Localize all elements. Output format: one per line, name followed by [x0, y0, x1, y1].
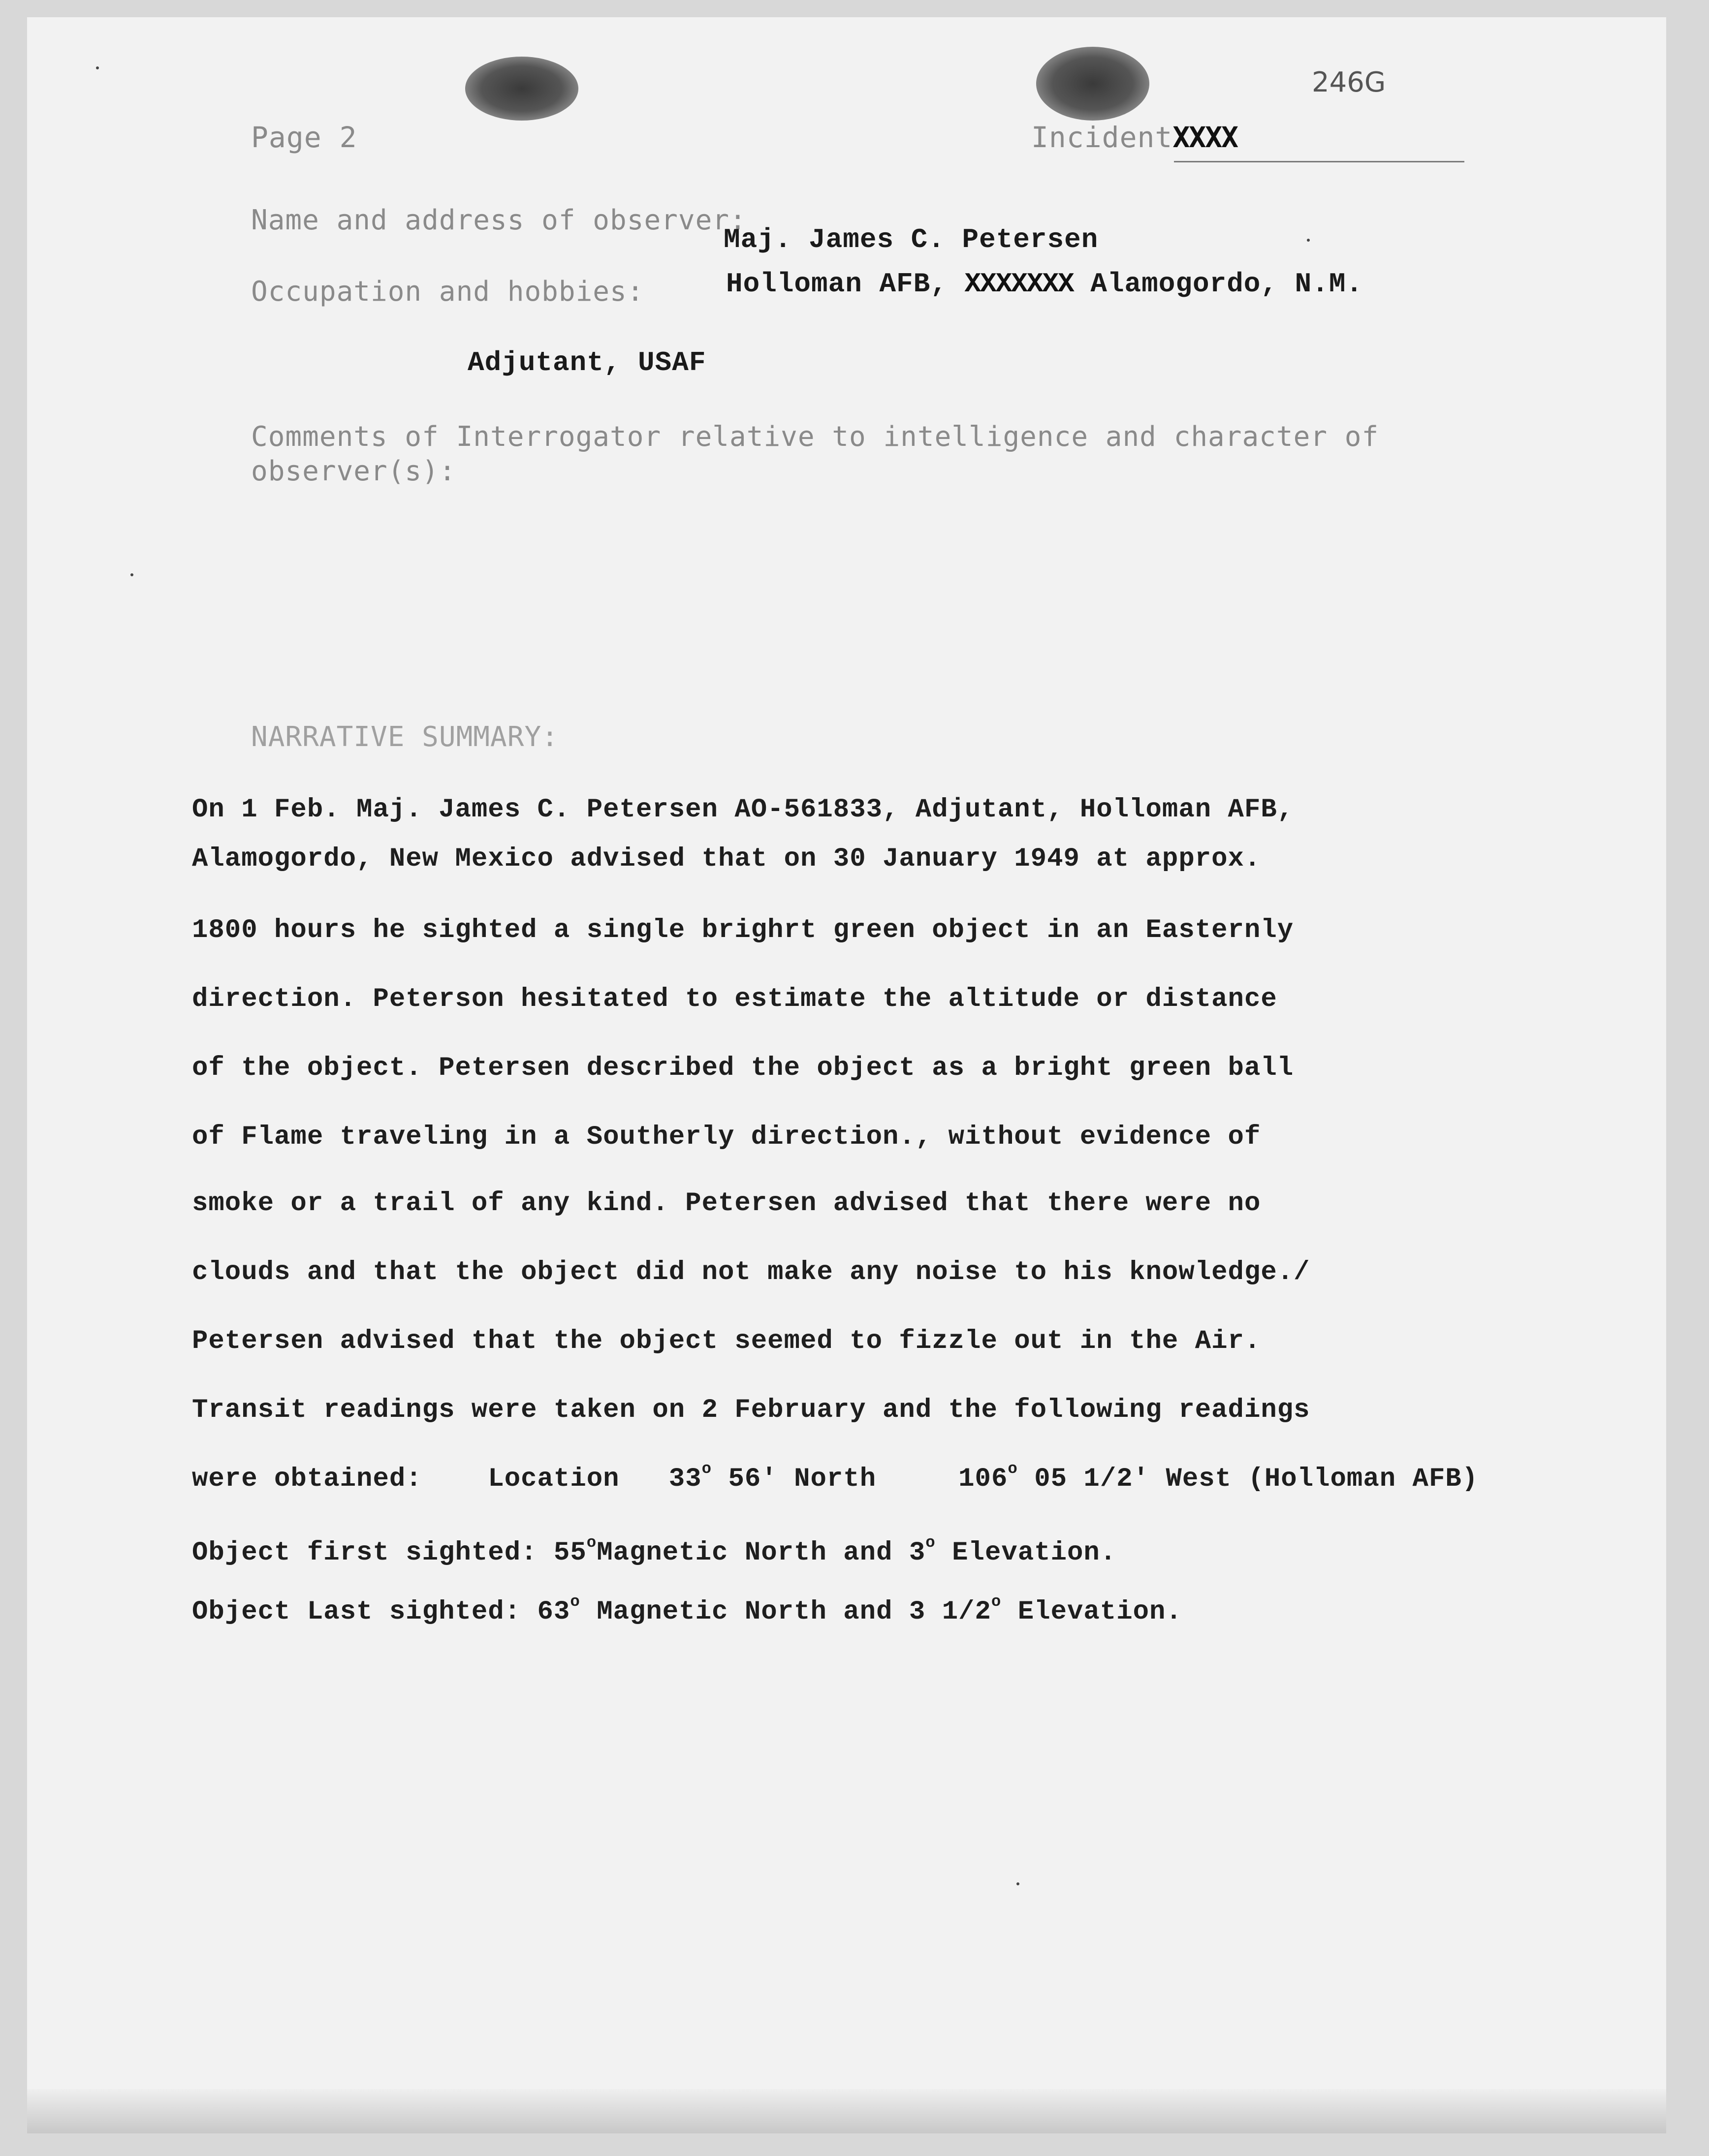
obtained-prefix: were obtained:: [192, 1464, 422, 1494]
last-sighted-deg: 63: [537, 1597, 570, 1627]
name-address-label: Name and address of observer:: [251, 204, 747, 236]
narrative-line-6: of Flame traveling in a Southerly direction., without evidence of: [192, 1122, 1261, 1152]
first-sighted-elev-mark: o: [925, 1533, 936, 1552]
document-page: [27, 17, 1666, 2133]
observer-address: [726, 268, 1363, 300]
comments-label-line2: observer(s):: [251, 455, 456, 487]
first-sighted-end: Elevation.: [952, 1538, 1117, 1568]
location-label: Location: [488, 1464, 620, 1494]
last-sighted-elev-mark: o: [991, 1593, 1002, 1611]
narrative-line-4: direction. Peterson hesitated to estimate the altitude or distance: [192, 984, 1277, 1014]
narrative-line-3: 1800 hours he sighted a single brighrt green object in an Easternly: [192, 915, 1294, 945]
narrative-heading: NARRATIVE SUMMARY:: [251, 721, 559, 753]
incident-overtyped-number: XXXX: [1172, 121, 1238, 154]
page-label: Page 2: [251, 121, 357, 154]
punch-blot-right: [1036, 47, 1149, 121]
narrative-line-5: of the object. Petersen described the object as a bright green ball: [192, 1053, 1294, 1083]
first-sighted-deg-mark: o: [586, 1533, 597, 1552]
address-strikeout: XXXXXXX: [964, 268, 1074, 300]
scan-edge: [27, 2089, 1666, 2133]
narrative-line-7: smoke or a trail of any kind. Petersen advised that there were no: [192, 1188, 1261, 1219]
location-lat-rest: 56' North: [728, 1464, 877, 1494]
file-number: 246G: [1312, 66, 1386, 98]
narrative-line-1: On 1 Feb. Maj. James C. Petersen AO-561833, Adjutant, Holloman AFB,: [192, 795, 1294, 825]
narrative-line-9: Petersen advised that the object seemed to fizzle out in the Air.: [192, 1326, 1261, 1356]
occupation-value: Adjutant, USAF: [468, 347, 706, 378]
punch-blot-left: [465, 57, 578, 121]
location-lon-deg: 106: [958, 1464, 1008, 1494]
address-prefix: Holloman AFB,: [726, 268, 948, 300]
occupation-label: Occupation and hobbies:: [251, 276, 644, 308]
incident-label: [1031, 121, 1237, 154]
first-sighted-mid: Magnetic North and 3: [597, 1538, 926, 1568]
observer-name: Maj. James C. Petersen: [724, 224, 1099, 255]
narrative-line-2: Alamogordo, New Mexico advised that on 30 January 1949 at approx.: [192, 844, 1261, 874]
scan-speck: [1307, 239, 1310, 242]
last-sighted-end: Elevation.: [1017, 1597, 1182, 1627]
first-sighted-deg: 55: [553, 1538, 587, 1568]
scan-speck: [130, 573, 133, 576]
narrative-line-10: Transit readings were taken on 2 February and the following readings: [192, 1395, 1310, 1425]
location-lon-deg-mark: o: [1008, 1460, 1018, 1478]
last-sighted-line: [192, 1593, 1182, 1627]
scan-speck: [1016, 1882, 1019, 1885]
last-sighted-deg-mark: o: [570, 1593, 580, 1611]
first-sighted-label: Object first sighted:: [192, 1538, 538, 1568]
last-sighted-mid: Magnetic North and 3 1/2: [597, 1597, 991, 1627]
comments-label-line1: Comments of Interrogator relative to intelligence and character of: [251, 421, 1379, 453]
location-lon-rest: 05 1/2' West (Holloman AFB): [1034, 1464, 1479, 1494]
last-sighted-label: Object Last sighted:: [192, 1597, 521, 1627]
incident-underline: [1174, 161, 1464, 162]
first-sighted-line: [192, 1533, 1117, 1568]
location-lat-deg: 33: [668, 1464, 702, 1494]
narrative-line-8: clouds and that the object did not make any noise to his knowledge./: [192, 1257, 1310, 1287]
address-suffix: Alamogordo, N.M.: [1090, 268, 1363, 300]
obtained-line: [192, 1460, 1479, 1494]
location-lat-deg-mark: o: [701, 1460, 712, 1478]
scan-speck: [96, 66, 99, 69]
incident-label-text: Incident: [1031, 121, 1173, 154]
